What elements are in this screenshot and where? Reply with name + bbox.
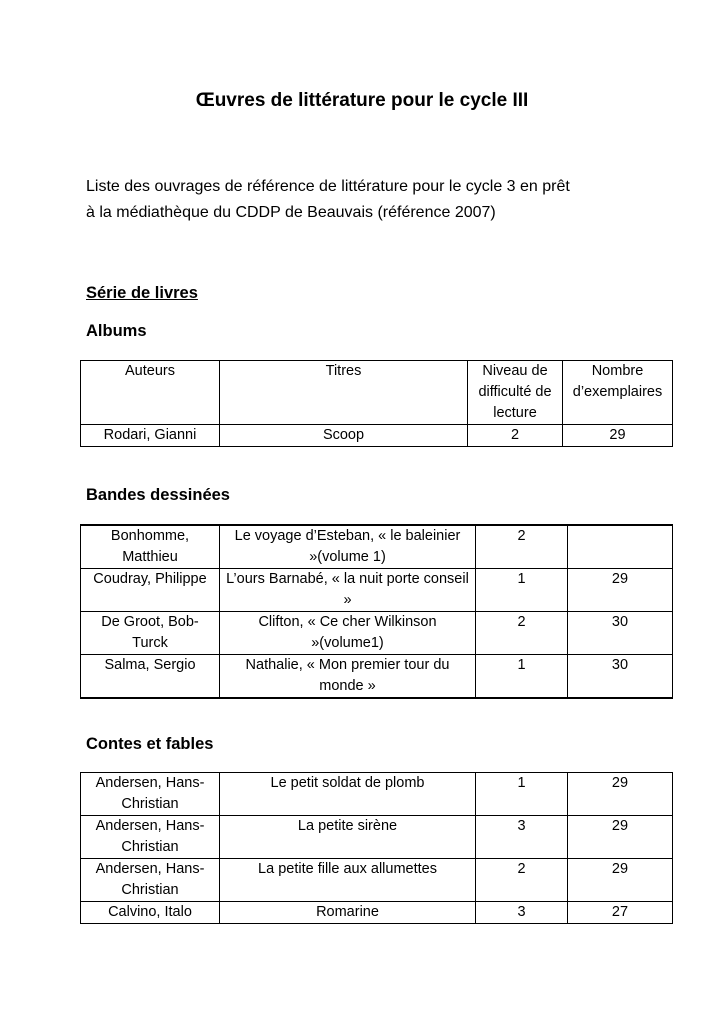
level-cell: 3 — [476, 902, 568, 924]
copies-cell: 29 — [568, 569, 673, 612]
author-cell: Coudray, Philippe — [81, 569, 220, 612]
author-cell: De Groot, Bob-Turck — [81, 612, 220, 655]
table-row — [81, 773, 673, 816]
intro-line-2: à la médiathèque du CDDP de Beauvais (référence 2007) — [86, 204, 496, 221]
copies-cell: 27 — [568, 902, 673, 924]
author-cell: Rodari, Gianni — [81, 425, 220, 447]
author-cell: Salma, Sergio — [81, 655, 220, 699]
contes-table — [80, 772, 673, 924]
bd-table — [80, 524, 673, 699]
table-row — [81, 569, 673, 612]
table-row — [81, 525, 673, 569]
author-cell: Bonhomme, Matthieu — [81, 525, 220, 569]
table-row — [81, 425, 673, 447]
intro-paragraph — [86, 174, 666, 226]
level-cell: 1 — [476, 773, 568, 816]
contes-heading: Contes et fables — [86, 735, 214, 753]
table-row — [81, 816, 673, 859]
level-cell: 2 — [476, 859, 568, 902]
author-cell: Andersen, Hans-Christian — [81, 859, 220, 902]
header-cell-niveau: Niveau de difficulté de lecture — [468, 361, 563, 425]
albums-heading: Albums — [86, 322, 147, 340]
page-title: Œuvres de littérature pour le cycle III — [195, 90, 529, 111]
level-cell: 2 — [468, 425, 563, 447]
title-cell: Le voyage d’Esteban, « le baleinier »(volume 1) — [220, 525, 476, 569]
author-cell: Calvino, Italo — [81, 902, 220, 924]
table-row — [81, 655, 673, 699]
serie-heading: Série de livres — [86, 284, 198, 302]
level-cell: 1 — [476, 655, 568, 699]
bd-heading: Bandes dessinées — [86, 486, 230, 504]
table-row — [81, 612, 673, 655]
copies-cell: 30 — [568, 655, 673, 699]
title-cell: Le petit soldat de plomb — [220, 773, 476, 816]
copies-cell — [568, 525, 673, 569]
title-cell: La petite fille aux allumettes — [220, 859, 476, 902]
intro-line-1: Liste des ouvrages de référence de littérature pour le cycle 3 en prêt — [86, 178, 570, 195]
header-cell-nombre: Nombre d’exemplaires — [563, 361, 673, 425]
author-cell: Andersen, Hans-Christian — [81, 816, 220, 859]
copies-cell: 29 — [568, 816, 673, 859]
level-cell: 3 — [476, 816, 568, 859]
title-cell: L’ours Barnabé, « la nuit porte conseil » — [220, 569, 476, 612]
copies-cell: 30 — [568, 612, 673, 655]
author-cell: Andersen, Hans-Christian — [81, 773, 220, 816]
level-cell: 1 — [476, 569, 568, 612]
title-cell: Romarine — [220, 902, 476, 924]
title-cell: Clifton, « Ce cher Wilkinson »(volume1) — [220, 612, 476, 655]
table-row — [81, 859, 673, 902]
copies-cell: 29 — [568, 859, 673, 902]
copies-cell: 29 — [563, 425, 673, 447]
level-cell: 2 — [476, 525, 568, 569]
table-header-row — [81, 361, 673, 425]
level-cell: 2 — [476, 612, 568, 655]
header-cell-titres: Titres — [220, 361, 468, 425]
copies-cell: 29 — [568, 773, 673, 816]
title-cell: Nathalie, « Mon premier tour du monde » — [220, 655, 476, 699]
title-cell: Scoop — [220, 425, 468, 447]
table-row — [81, 902, 673, 924]
title-cell: La petite sirène — [220, 816, 476, 859]
header-cell-auteurs: Auteurs — [81, 361, 220, 425]
albums-table — [80, 360, 673, 447]
